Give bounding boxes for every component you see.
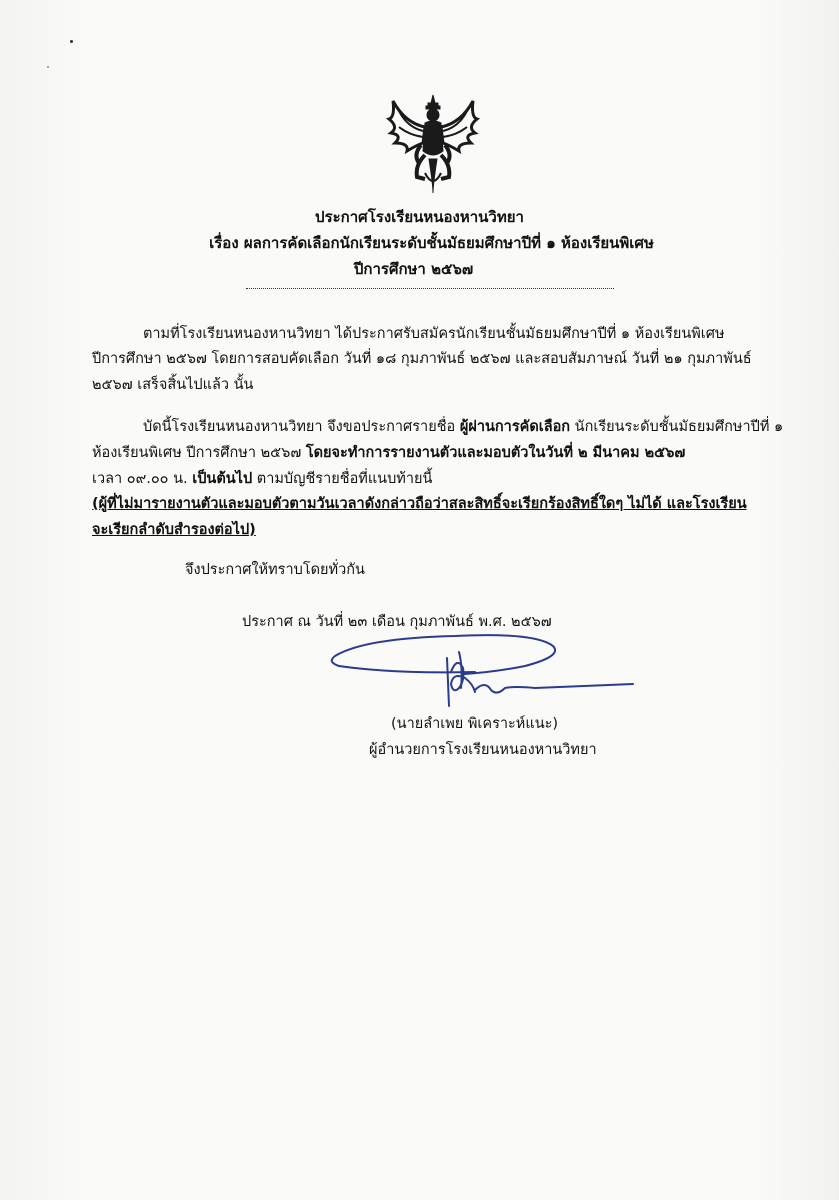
garuda-emblem [385, 93, 481, 195]
paragraph-2-text: นักเรียนระดับชั้นมัธยมศึกษาปีที่ ๑ [570, 419, 784, 435]
announcement-title: ประกาศโรงเรียนหนองหานวิทยา [315, 208, 524, 226]
paragraph-2-text: ห้องเรียนพิเศษ ปีการศึกษา ๒๕๖๗ [92, 445, 306, 461]
report-date-emphasis: โดยจะทำการรายงานตัวและมอบตัวในวันที่ ๒ มีนาคม ๒๕๖๗ [305, 445, 686, 461]
paragraph-2-line-1 [143, 415, 783, 438]
announcement-year: ปีการศึกษา ๒๕๖๗ [353, 260, 474, 278]
forfeit-note-line-2: จะเรียกลำดับสำรองต่อไป) [92, 522, 256, 538]
paragraph-2-line-3 [92, 467, 432, 490]
paragraph-1-line-3: ๒๕๖๗ เสร็จสิ้นไปแล้ว นั้น [92, 377, 254, 393]
closing-statement: จึงประกาศให้ทราบโดยทั่วกัน [185, 562, 365, 578]
paragraph-2-text: เวลา ๐๙.๐๐ น. [92, 471, 193, 487]
announcement-subject: เรื่อง ผลการคัดเลือกนักเรียนระดับชั้นมัธยมศึกษาปีที่ ๑ ห้องเรียนพิเศษ [209, 234, 654, 252]
signer-name: (นายลำเพย พิเคราะห์แนะ) [391, 716, 559, 732]
dotted-divider [246, 288, 614, 289]
passed-selection-emphasis: ผู้ผ่านการคัดเลือก [459, 419, 571, 435]
announcement-date: ประกาศ ณ วันที่ ๒๓ เดือน กุมภาพันธ์ พ.ศ. ๒๕๖๗ [242, 614, 552, 630]
director-signature [325, 628, 637, 710]
paragraph-1-line-2: ปีการศึกษา ๒๕๖๗ โดยการสอบคัดเลือก วันที่ ๑๘ กุมภาพันธ์ ๒๕๖๗ และสอบสัมภาษณ์ วันที่ ๒๑ กุมภาพันธ์ [92, 351, 752, 367]
scan-speck [47, 66, 49, 68]
paragraph-2-text: บัดนี้โรงเรียนหนองหานวิทยา จึงขอประกาศรายชื่อ [143, 419, 460, 435]
paragraph-2-line-2 [92, 441, 685, 464]
scan-speck [70, 40, 73, 43]
signer-position: ผู้อำนวยการโรงเรียนหนองหานวิทยา [369, 742, 597, 758]
paragraph-2-text: ตามบัญชีรายชื่อที่แนบท้ายนี้ [252, 471, 433, 487]
forfeit-note-line-1: (ผู้ที่ไม่มารายงานตัวและมอบตัวตามวันเวลาดังกล่าวถือว่าสละสิทธิ์จะเรียกร้องสิทธิ์ใดๆ ไม่ได้ และโรงเรียน [92, 496, 747, 512]
onwards-emphasis: เป็นต้นไป [192, 471, 253, 487]
paragraph-1-line-1: ตามที่โรงเรียนหนองหานวิทยา ได้ประกาศรับสมัครนักเรียนชั้นมัธยมศึกษาปีที่ ๑ ห้องเรียนพิเศษ [143, 326, 725, 342]
